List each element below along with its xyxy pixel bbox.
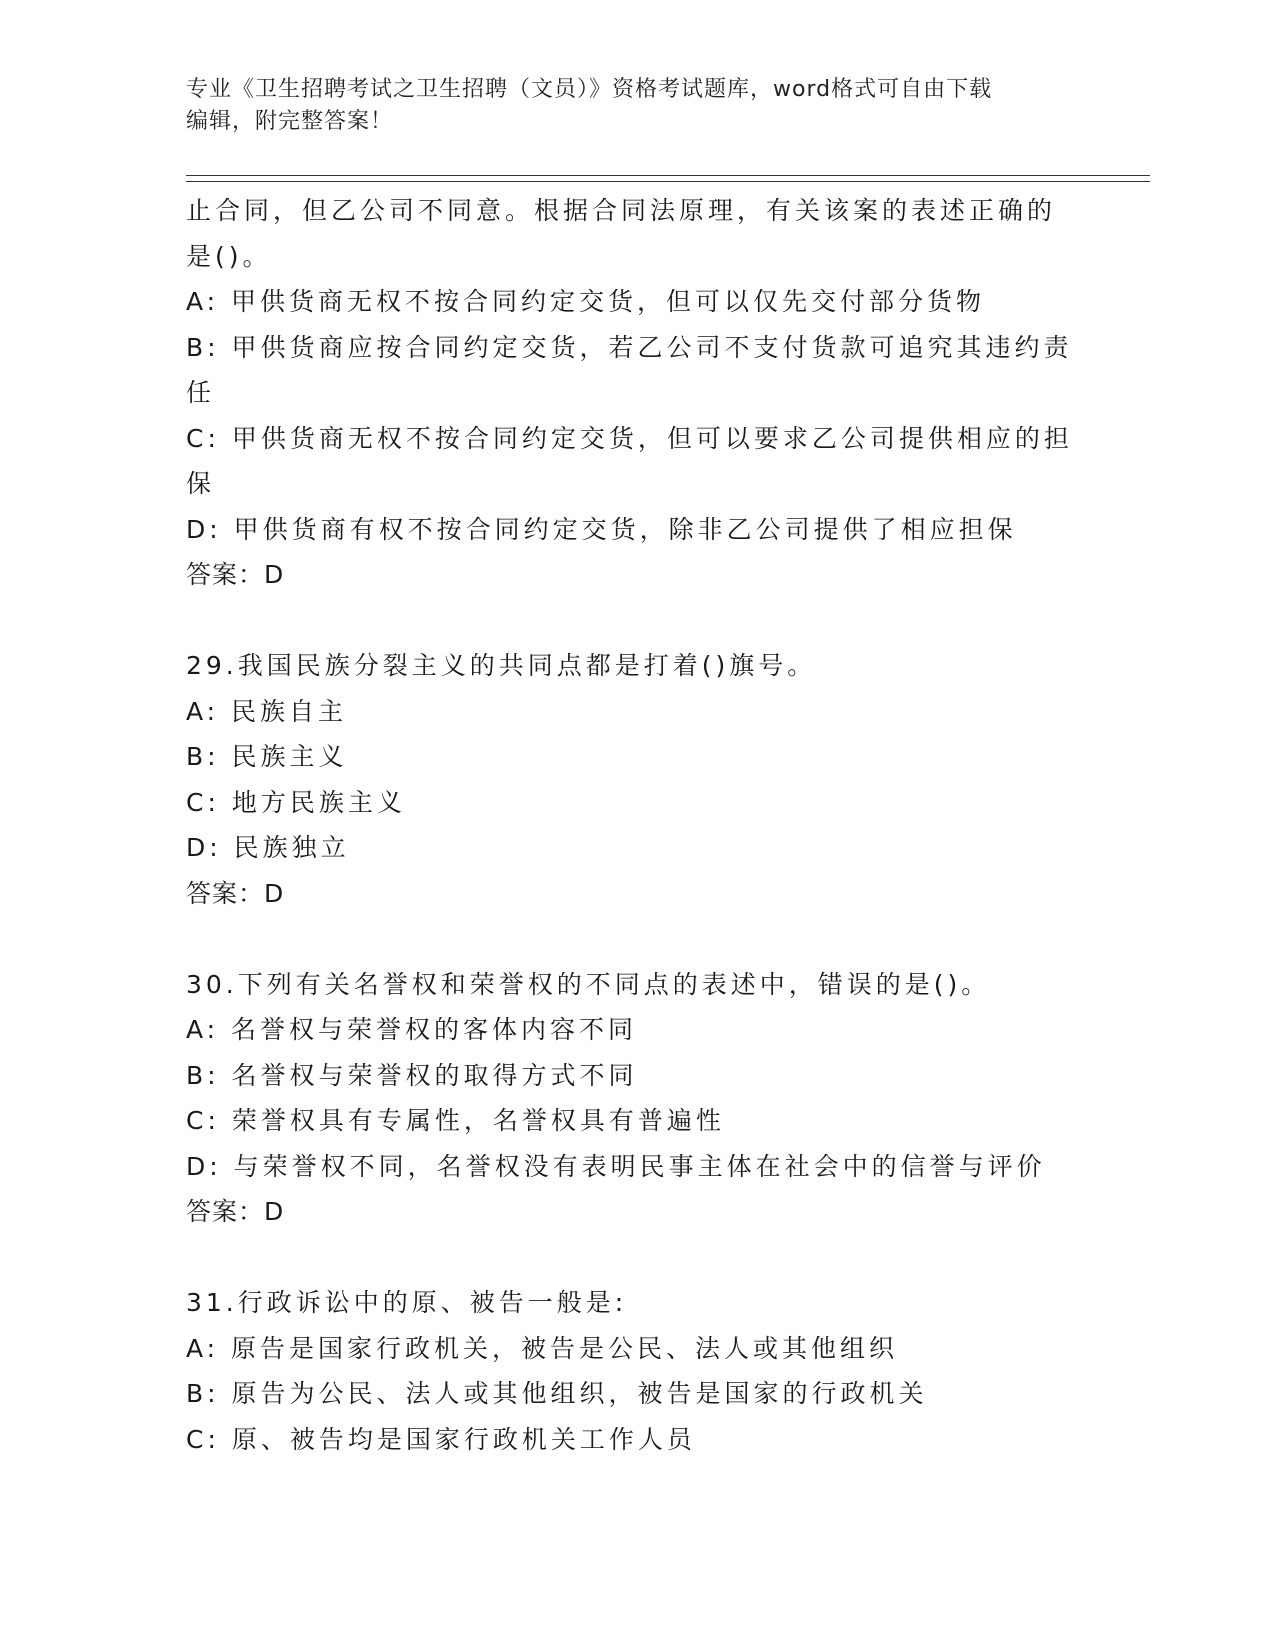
option-d: D: 民族独立	[186, 833, 350, 862]
option-a: A: 名誉权与荣誉权的客体内容不同	[186, 1015, 638, 1044]
question-stem-line: 是()。	[186, 241, 272, 271]
option-b: B: 名誉权与荣誉权的取得方式不同	[186, 1060, 638, 1090]
option-d: D: 甲供货商有权不按合同约定交货，除非乙公司提供了相应担保	[186, 514, 1017, 544]
option-b: B: 甲供货商应按合同约定交货，若乙公司不支付货款可追究其违约责	[186, 332, 1073, 362]
spacer	[186, 916, 1086, 962]
answer-line: 答案：D	[186, 878, 285, 908]
spacer	[186, 1235, 1086, 1281]
question-stem: 31.行政诉讼中的原、被告一般是:	[186, 1288, 628, 1317]
spacer	[186, 598, 1086, 644]
question-29	[186, 643, 1086, 916]
header-title-line-2: 编辑，附完整答案！	[186, 109, 394, 134]
header-divider	[186, 175, 1150, 182]
question-31	[186, 1280, 1086, 1462]
answer-line: 答案：D	[186, 1197, 285, 1226]
question-28	[186, 188, 1086, 598]
option-b: B: 民族主义	[186, 742, 348, 771]
question-stem: 30.下列有关名誉权和荣誉权的不同点的表述中，错误的是()。	[186, 969, 991, 999]
option-a: A: 原告是国家行政机关，被告是公民、法人或其他组织	[186, 1333, 899, 1363]
header-title-line-1: 专业《卫生招聘考试之卫生招聘（文员）》资格考试题库，word格式可自由下载	[186, 77, 993, 102]
answer-line: 答案：D	[186, 560, 285, 589]
option-b: B: 原告为公民、法人或其他组织，被告是国家的行政机关	[186, 1379, 928, 1408]
option-c: C: 荣誉权具有专属性，名誉权具有普遍性	[186, 1106, 725, 1135]
question-stem: 29.我国民族分裂主义的共同点都是打着()旗号。	[186, 651, 817, 680]
question-list	[186, 188, 1086, 1462]
option-c-continued: 保	[186, 469, 216, 498]
option-d: D: 与荣誉权不同，名誉权没有表明民事主体在社会中的信誉与评价	[186, 1151, 1046, 1181]
question-stem-line: 止合同，但乙公司不同意。根据合同法原理，有关该案的表述正确的	[186, 196, 1057, 225]
option-b-continued: 任	[186, 378, 216, 407]
option-c: C: 甲供货商无权不按合同约定交货，但可以要求乙公司提供相应的担	[186, 423, 1073, 453]
option-c: C: 原、被告均是国家行政机关工作人员	[186, 1424, 696, 1454]
question-30	[186, 962, 1086, 1235]
option-a: A: 民族自主	[186, 696, 348, 726]
document-header	[186, 74, 1086, 138]
option-c: C: 地方民族主义	[186, 787, 406, 817]
option-a: A: 甲供货商无权不按合同约定交货，但可以仅先交付部分货物	[186, 287, 986, 316]
